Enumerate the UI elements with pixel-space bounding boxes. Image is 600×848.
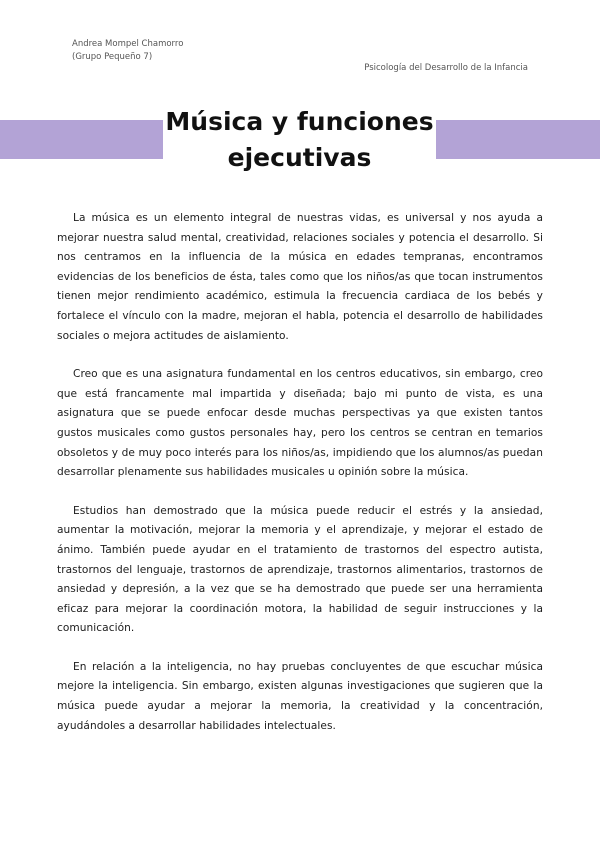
- course-name: Psicología del Desarrollo de la Infancia: [364, 63, 528, 73]
- title-band-left: [0, 120, 163, 159]
- author-group: (Grupo Pequeño 7): [72, 52, 153, 62]
- page-title: [163, 104, 436, 176]
- paragraph-1: La música es un elemento integral de nuestras vidas, es universal y nos ayuda a mejorar nuestra salud mental, creatividad, relaciones sociales y potencia el desarrollo. Si nos centramos en la influencia de la música en edades tempranas, encontramos evidencias de los beneficios de ésta, tales como que los niños/as que tocan instrumentos tienen mejor rendimiento académico, estimula la frecuencia cardiaca de los bebés y fortalece el vínculo con la madre, mejoran el habla, potencia el desarrollo de habilidades sociales o mejora actitudes de aislamiento.: [57, 212, 543, 342]
- paragraph-3: Estudios han demostrado que la música puede reducir el estrés y la ansiedad, aumentar la motivación, mejorar la memoria y el aprendizaje, y mejorar el estado de ánimo. También puede ayudar en el tratamiento de trastornos del espectro autista, trastornos del lenguaje, trastornos de aprendizaje, trastornos alimentarios, trastornos de ansiedad y depresión, a la vez que se ha demostrado que puede ser una herramienta eficaz para mejorar la coordinación motora, la habilidad de seguir instrucciones y la comunicación.: [57, 504, 543, 635]
- title-band-right: [436, 120, 600, 159]
- paragraph-2: Creo que es una asignatura fundamental en los centros educativos, sin embargo, creo que está francamente mal impartida y diseñada; bajo mi punto de vista, es una asignatura que se puede enfocar desde muchas perspectivas ya que existen tantos gustos musicales como gustos personales hay, pero los centros se centran en temarios obsoletos y de muy poco interés para los niños/as, impidiendo que los alumnos/as puedan desarrollar plenamente sus habilidades musicales u opinión sobre la música.: [57, 368, 543, 479]
- page-title-line-2: ejecutivas: [227, 143, 372, 172]
- author-block: [72, 38, 183, 64]
- page-title-line-1: Música y funciones: [165, 107, 434, 136]
- paragraph-4: En relación a la inteligencia, no hay pruebas concluyentes de que escuchar música mejore la inteligencia. Sin embargo, existen algunas investigaciones que sugieren que la música puede ayudar a mejorar la memoria, la creatividad y la concentración, ayudándoles a desarrollar habilidades intelectuales.: [57, 660, 543, 732]
- author-name: Andrea Mompel Chamorro: [72, 39, 184, 49]
- document-body: [57, 209, 543, 755]
